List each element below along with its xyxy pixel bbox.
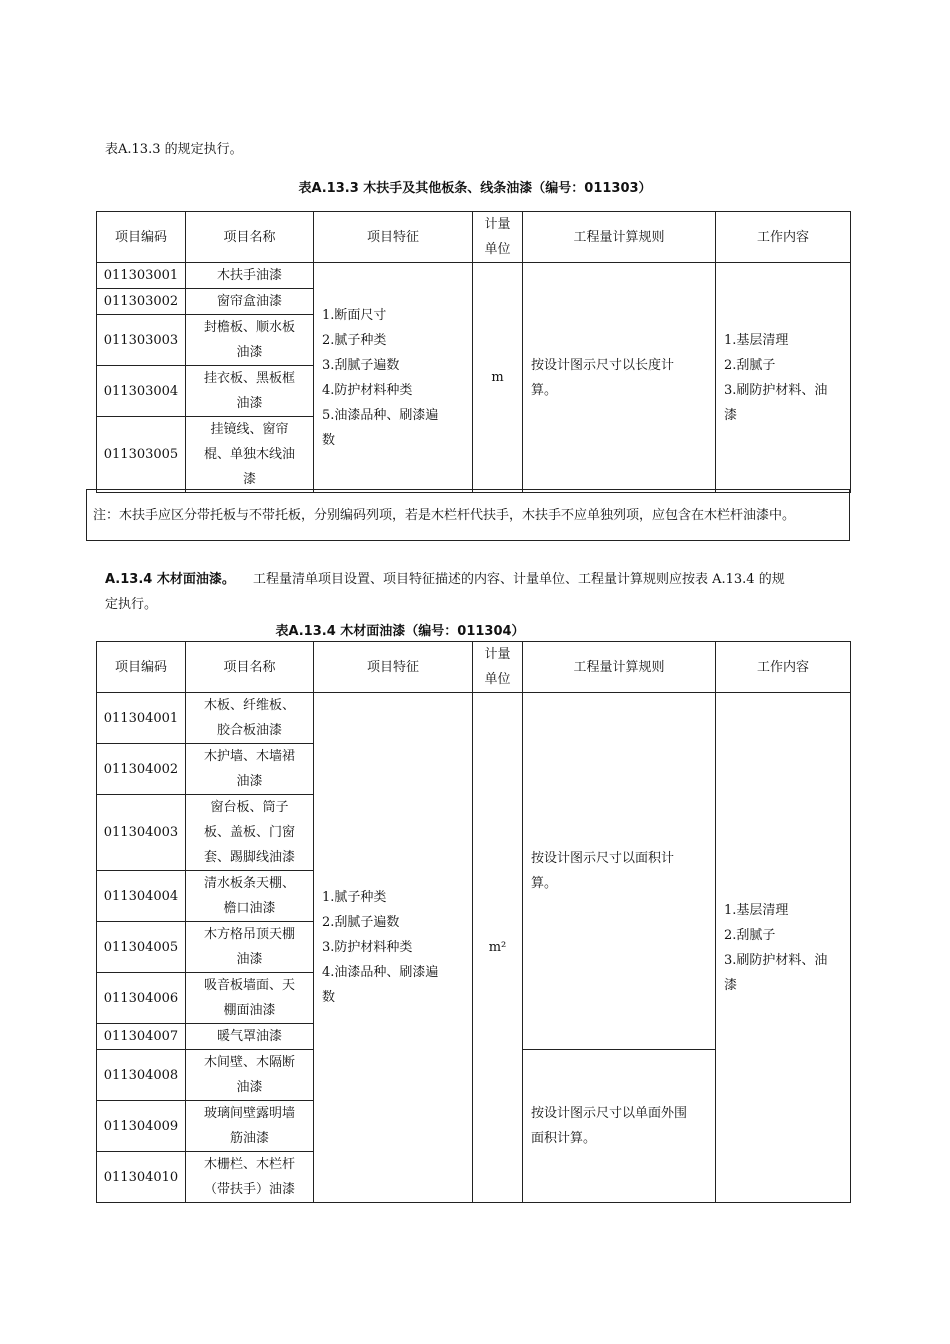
item-name: 木扶手油漆 [186,263,314,289]
item-code: 011304006 [97,973,186,1024]
item-code: 011303004 [97,366,186,417]
header-work: 工作内容 [716,212,851,263]
item-name: 挂镜线、窗帘 棍、单独木线油 漆 [186,417,314,493]
table1 [96,211,851,493]
item-name: 木方格吊顶天棚 油漆 [186,922,314,973]
item-name: 木栅栏、木栏杆 （带扶手）油漆 [186,1152,314,1203]
table1-note: 注：木扶手应区分带托板与不带托板，分别编码列项，若是木栏杆代扶手，木扶手不应单独列项，应包含在木栏杆油漆中。 [87,490,850,541]
section-text-2: 定执行。 [105,597,158,612]
item-code: 011304009 [97,1101,186,1152]
header-unit: 计量 单位 [473,212,523,263]
item-code: 011304003 [97,795,186,871]
section-text: 工程量清单项目设置、项目特征描述的内容、计量单位、工程量计算规则应按表 A.13.4 的规 [252,572,785,587]
item-name: 吸音板墙面、天 棚面油漆 [186,973,314,1024]
table2-header-row [97,642,851,693]
item-unit: m² [473,693,523,1203]
item-features: 1.腻子种类 2.刮腻子遍数 3.防护材料种类 4.油漆品种、刷漆遍 数 [314,693,473,1203]
item-code: 011304008 [97,1050,186,1101]
table-row [97,263,851,289]
item-features: 1.断面尺寸 2.腻子种类 3.刮腻子遍数 4.防护材料种类 5.油漆品种、刷漆遍 数 [314,263,473,493]
header-unit: 计量 单位 [473,642,523,693]
header-features: 项目特征 [314,212,473,263]
table-row [97,693,851,744]
intro-text: 表A.13.3 的规定执行。 [105,142,243,157]
section-heading: A.13.4 木材面油漆。 [105,572,235,587]
item-work: 1.基层清理 2.刮腻子 3.刷防护材料、油 漆 [716,263,851,493]
item-name: 窗帘盒油漆 [186,289,314,315]
item-name: 挂衣板、黑板框 油漆 [186,366,314,417]
item-code: 011304010 [97,1152,186,1203]
header-work: 工作内容 [716,642,851,693]
table1-caption: 表A.13.3 木扶手及其他板条、线条油漆（编号：011303） [298,181,652,196]
table1-header-row [97,212,851,263]
header-features: 项目特征 [314,642,473,693]
item-work: 1.基层清理 2.刮腻子 3.刷防护材料、油 漆 [716,693,851,1203]
item-name: 封檐板、顺水板 油漆 [186,315,314,366]
item-name: 木板、纤维板、 胶合板油漆 [186,693,314,744]
header-rule: 工程量计算规则 [523,212,716,263]
item-name: 木间壁、木隔断 油漆 [186,1050,314,1101]
item-unit: m [473,263,523,493]
item-code: 011303001 [97,263,186,289]
item-name: 玻璃间壁露明墙 筋油漆 [186,1101,314,1152]
item-code: 011303002 [97,289,186,315]
table2-caption: 表A.13.4 木材面油漆（编号：011304） [275,624,525,639]
item-code: 011304001 [97,693,186,744]
item-code: 011303005 [97,417,186,493]
header-code: 项目编码 [97,212,186,263]
item-rule-area: 按设计图示尺寸以面积计 算。 [523,693,716,1050]
header-rule: 工程量计算规则 [523,642,716,693]
item-name: 木护墙、木墙裙 油漆 [186,744,314,795]
table2 [96,641,851,1203]
item-code: 011304005 [97,922,186,973]
table1-note-box [86,489,850,541]
item-rule: 按设计图示尺寸以长度计 算。 [523,263,716,493]
item-name: 暖气罩油漆 [186,1024,314,1050]
header-name: 项目名称 [186,212,314,263]
header-code: 项目编码 [97,642,186,693]
item-name: 清水板条天棚、 檐口油漆 [186,871,314,922]
item-code: 011303003 [97,315,186,366]
item-code: 011304002 [97,744,186,795]
item-code: 011304004 [97,871,186,922]
section-a13-4 [105,567,850,592]
item-rule-outer-area: 按设计图示尺寸以单面外围 面积计算。 [523,1050,716,1203]
item-code: 011304007 [97,1024,186,1050]
header-name: 项目名称 [186,642,314,693]
item-name: 窗台板、筒子 板、盖板、门窗 套、踢脚线油漆 [186,795,314,871]
